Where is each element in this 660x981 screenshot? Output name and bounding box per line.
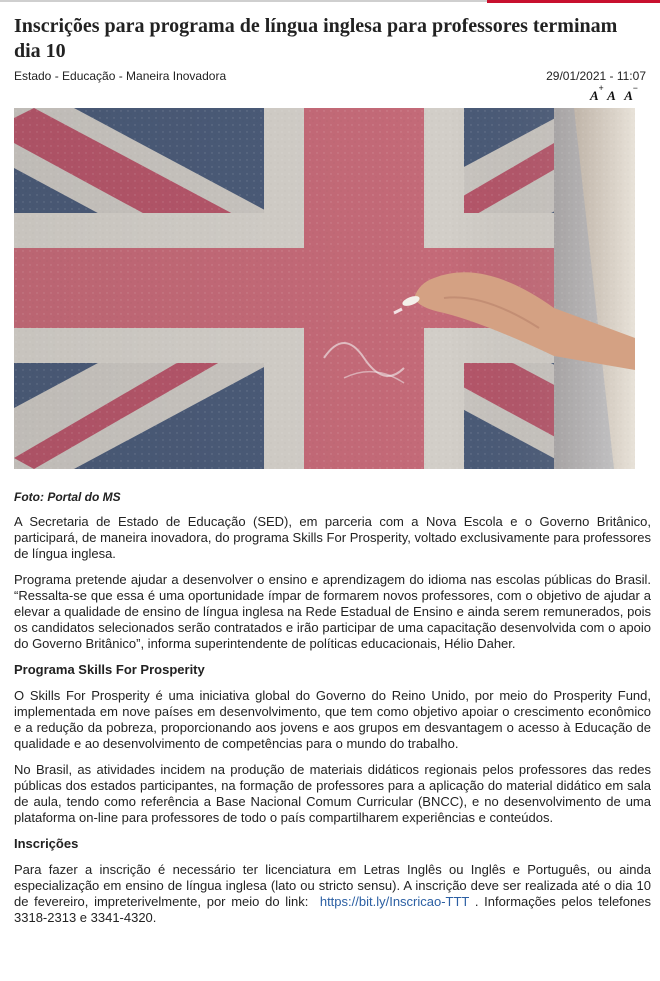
article-categories: Estado - Educação - Maneira Inovadora (14, 69, 227, 83)
paragraph: O Skills For Prosperity é uma iniciativa global do Governo do Reino Unido, por meio do Prosperity Fund, implementada em nove países em desenvolvimento, que tem como objetivo apoiar o crescimento econômico e a redução da pobreza, proporcionando aos jovens e aos grupos em desvantagem o acesso à Educação de qualidade e ao desenvolvimento de competências para o mundo do trabalho. (14, 688, 651, 751)
font-size-tools (590, 83, 646, 103)
top-accent-bar (0, 0, 660, 3)
article-body (14, 514, 651, 936)
section-heading-inscricoes: Inscrições (14, 836, 79, 851)
top-bar-grey (0, 0, 487, 2)
paragraph: No Brasil, as atividades incidem na produção de materiais didáticos regionais pelos professores das redes públicas dos estados participantes, na formação de professores para a aplicação do material didático em sala de aula, tendo como referência a Base Nacional Comum Curricular (BNCC), e no desenvolvimento de uma plataforma on-line para professores de todo o país compartilharem experiências e conteúdos. (14, 762, 651, 825)
paragraph-text: Para fazer a inscrição é necessário ter licenciatura em Letras Inglês ou Inglês e Português, ou ainda especialização em ensino de língua inglesa (lato ou stricto sensu). A inscrição deve ser realizada até o dia 10 de fevereiro, impreterivelmente, por meio do link: (14, 862, 651, 909)
top-bar-red (487, 0, 660, 3)
article-datetime: 29/01/2021 - 11:07 (546, 69, 646, 83)
registration-link[interactable]: https://bit.ly/Inscricao-TTT (319, 894, 470, 909)
paragraph-text: . Informações pelos telefones 3318-2313 e 3341-4320. (14, 894, 651, 925)
paragraph: Programa pretende ajudar a desenvolver o ensino e aprendizagem do idioma nas escolas públicas do Brasil. “Ressalta-se que essa é uma oportunidade ímpar de formarem novos professores, com o objetivo de ajudar a elevar a qualidade de ensino de língua inglesa na Rede Estadual de Ensino e ainda serem remunerados, pois os candidatos selecionados serão contratados e irão participar de uma capacitação desenvolvida com o apoio do Governo Britânico”, informa superintendente de políticas educacionais, Hélio Daher. (14, 572, 651, 651)
section-heading-skills: Programa Skills For Prosperity (14, 662, 205, 677)
font-increase-icon[interactable]: A + (590, 83, 604, 103)
paragraph: A Secretaria de Estado de Educação (SED), em parceria com a Nova Escola e o Governo Britânico, participará, de maneira inovadora, do programa Skills For Prosperity, voltado exclusivamente para professores de língua inglesa. (14, 514, 651, 561)
paragraph-inscricoes (14, 862, 651, 926)
union-flag-chalkboard-image (14, 108, 635, 469)
font-decrease-icon[interactable]: A − (624, 83, 638, 103)
article-title: Inscrições para programa de língua inglesa para professores terminam dia 10 (14, 15, 618, 62)
photo-caption: Foto: Portal do MS (14, 490, 121, 504)
font-reset-icon[interactable]: A (607, 88, 616, 103)
article-photo (14, 108, 635, 469)
